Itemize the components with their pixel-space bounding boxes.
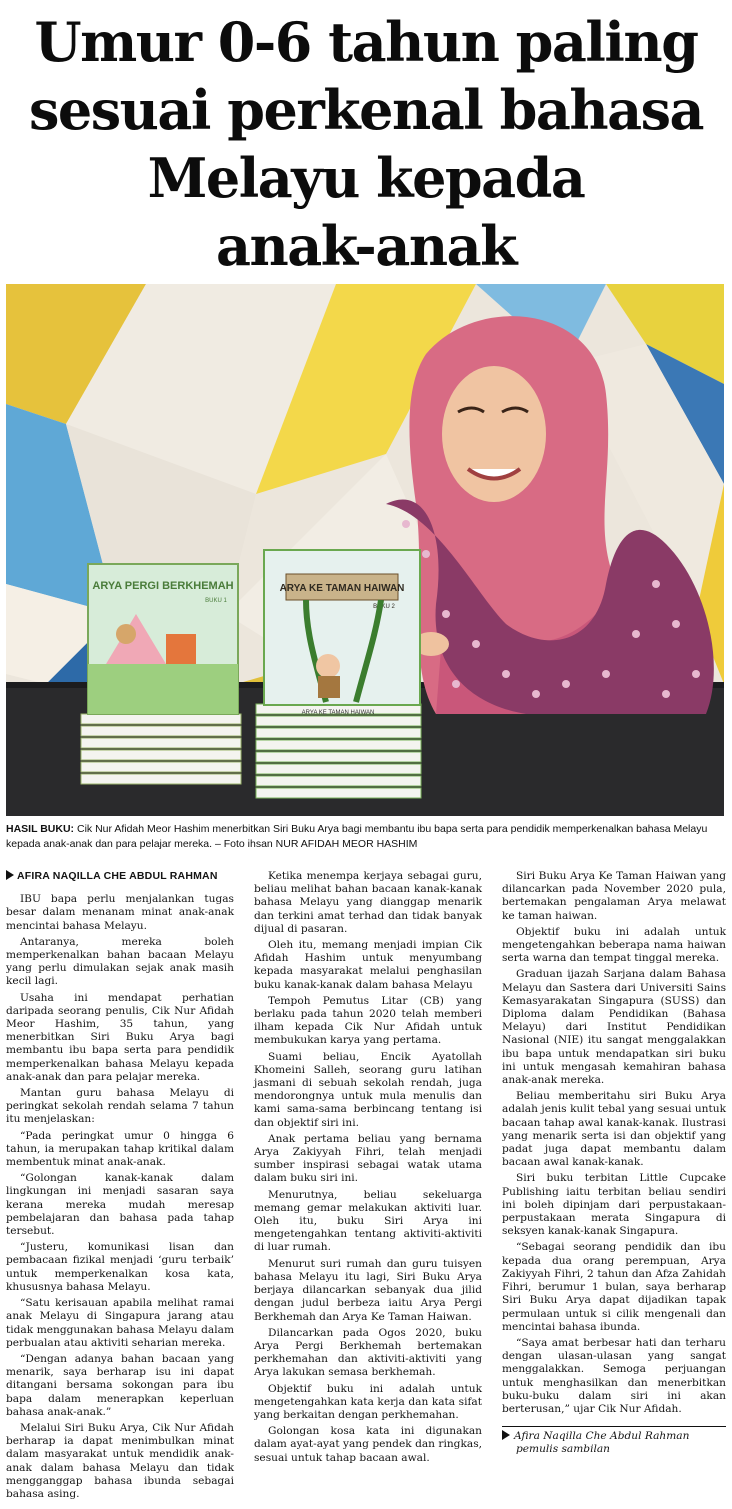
headline xyxy=(0,8,732,280)
paragraph: Suami beliau, Encik Ayatollah Khomeini Salleh, seorang guru latihan jasmani di sebuah sekolah rendah, juga mendorongnya untuk mula menulis dan kami sama-sama berbincang tentang isi dan objektif siri ini. xyxy=(254,1050,482,1129)
book-spine-text: ARYA KE TAMAN HAIWAN xyxy=(301,710,375,716)
caption-text: Cik Nur Afidah Meor Hashim menerbitkan Siri Buku Arya bagi membantu ibu bapa serta para pendidik memperkenalkan bahasa Melayu kepada anak-anak dan para pelajar mereka. – Foto ihsan NUR AFIDAH MEOR HASHIM xyxy=(6,823,708,850)
article-photo xyxy=(6,284,724,816)
photo-illustration xyxy=(6,284,724,816)
byline xyxy=(6,870,234,883)
paragraph: Siri Buku Arya Ke Taman Haiwan yang dilancarkan pada November 2020 pula, bertemakan pengalaman Arya melawat ke taman haiwan. xyxy=(502,870,726,922)
article-column-1 xyxy=(6,870,234,1504)
headline-line-3: Melayu kepada xyxy=(147,146,585,210)
paragraph: Anak pertama beliau yang bernama Arya Zakiyyah Fihri, telah menjadi sumber inspirasi sebagai watak utama dalam buku siri ini. xyxy=(254,1132,482,1185)
book-right-title: ARYA KE TAMAN HAIWAN xyxy=(279,583,405,594)
article-column-2 xyxy=(254,870,482,1468)
paragraph: Tempoh Pemutus Litar (CB) yang berlaku pada tahun 2020 telah memberi ilham kepada Cik Nur Afidah untuk membukukan karya yang pertama. xyxy=(254,994,482,1047)
byline-text: AFIRA NAQILLA CHE ABDUL RAHMAN xyxy=(17,870,218,882)
paragraph: “Satu kerisauan apabila melihat ramai anak Melayu di Singapura jarang atau tidak menggunakan bahasa Melayu dalam perbualan atau aktiviti seharian mereka. xyxy=(6,1297,234,1349)
paragraph: Menurut suri rumah dan guru tuisyen bahasa Melayu itu lagi, Siri Buku Arya berjaya dilancarkan sebanyak dua jilid dengan judul berbeza iaitu Arya Pergi Berkhemah dan Arya Ke Taman Haiwan. xyxy=(254,1257,482,1323)
paragraph: Beliau memberitahu siri Buku Arya adalah jenis kulit tebal yang sesuai untuk bacaan tahap awal kanak-kanak. Ilustrasi yang menarik serta isi dan objektif yang padat juga dapat membantu dalam bacaan awal kanak-kanak. xyxy=(502,1090,726,1169)
paragraph: IBU bapa perlu menjalankan tugas besar dalam menanam minat anak-anak mencintai bahasa Melayu. xyxy=(6,893,234,932)
paragraph: Melalui Siri Buku Arya, Cik Nur Afidah berharap ia dapat menimbulkan minat dalam masyarakat untuk mendidik anak-anak dalam bahasa Melayu dan tidak mengganggap bahasa ibunda sebagai bahasa asing. xyxy=(6,1421,234,1500)
paragraph: Usaha ini mendapat perhatian daripada seorang penulis, Cik Nur Afidah Meor Hashim, 35 tahun, yang menerbitkan Siri Buku Arya bagi membantu ibu bapa serta para pendidik memperkenalkan bahasa Melayu kepada anak-anak dan para pelajar mereka. xyxy=(6,991,234,1083)
paragraph: Siri buku terbitan Little Cupcake Publishing iaitu terbitan beliau sendiri ini boleh dipinjam dari perpustakaan-perpustakaan merata Singapura di seksyen kanak-kanak Singapura. xyxy=(502,1172,726,1238)
paragraph: Menurutnya, beliau sekeluarga memang gemar melakukan aktiviti luar. Oleh itu, buku Siri Arya ini mengetengahkan tentang aktiviti-aktiviti di luar rumah. xyxy=(254,1188,482,1254)
paragraph: Graduan ijazah Sarjana dalam Bahasa Melayu dan Sastera dari Universiti Sains Kemasyarakatan Singapura (SUSS) dan Diploma dalam Pendidikan (Bahasa Melayu) dari Institut Pendidikan Nasional (NIE) itu sangat menggalakkan ibu bapa untuk mendapatkan siri buku ini untuk mengasah kemahiran bahasa anak-anak mereka. xyxy=(502,968,726,1087)
paragraph: Golongan kosa kata ini digunakan dalam ayat-ayat yang pendek dan ringkas, sesuai untuk tahap bacaan awal. xyxy=(254,1425,482,1464)
headline-line-2: sesuai perkenal bahasa xyxy=(28,78,703,142)
paragraph: Mantan guru bahasa Melayu di peringkat sekolah rendah selama 7 tahun itu menjelaskan: xyxy=(6,1087,234,1126)
headline-line-4: anak-anak xyxy=(215,214,517,278)
paragraph: “Pada peringkat umur 0 hingga 6 tahun, ia merupakan tahap kritikal dalam membentuk minat anak-anak. xyxy=(6,1129,234,1169)
book-left-title: ARYA PERGI BERKHEMAH xyxy=(92,580,234,592)
author-role: pemulis sambilan xyxy=(516,1443,610,1456)
article-column-3 xyxy=(502,870,726,1456)
paragraph: “Dengan adanya bahan bacaan yang menarik, saya berharap isu ini dapat ditangani bersama sokongan para ibu bapa dalam menerapkan keperluan bahasa anak-anak.” xyxy=(6,1352,234,1418)
paragraph: “Golongan kanak-kanak dalam lingkungan ini menjadi sasaran saya kerana mereka mudah meresap pembelajaran dan bahasa pada tahap tersebut. xyxy=(6,1172,234,1238)
book-right-subtitle: BUKU 2 xyxy=(373,604,395,610)
paragraph: Objektif buku ini adalah untuk mengetengahkan kata kerja dan kata sifat yang berkaitan dengan perkhemahan. xyxy=(254,1382,482,1421)
paragraph: Ketika menempa kerjaya sebagai guru, beliau melihat bahan bacaan kanak-kanak bahasa Melayu yang dianggap menarik dan terkini amat terhad dan tidak banyak dijual di pasaran. xyxy=(254,870,482,935)
author-box xyxy=(502,1426,726,1456)
paragraph: “Justeru, komunikasi lisan dan pembacaan fizikal menjadi ‘guru terbaik’ untuk memperkenalkan kosa kata, khususnya bahasa Melayu. xyxy=(6,1241,234,1293)
photo-caption xyxy=(6,822,726,852)
caption-lead: HASIL BUKU: xyxy=(6,823,75,835)
book-left-subtitle: BUKU 1 xyxy=(205,598,227,604)
byline-marker-icon xyxy=(6,870,14,880)
paragraph: Objektif buku ini adalah untuk mengetengahkan beberapa nama haiwan serta warna dan tempat tinggal mereka. xyxy=(502,925,726,965)
paragraph: Oleh itu, memang menjadi impian Cik Afidah Hashim untuk menyumbang kepada masyarakat melalui penghasilan buku kanak-kanak dalam bahasa Melayu xyxy=(254,939,482,991)
paragraph: Antaranya, mereka boleh memperkenalkan bahan bacaan Melayu yang perlu dimulakan sejak anak masih kecil lagi. xyxy=(6,935,234,988)
author-marker-icon xyxy=(502,1430,510,1440)
author-name: Afira Naqilla Che Abdul Rahman xyxy=(514,1430,690,1443)
paragraph: “Sebagai seorang pendidik dan ibu kepada dua orang perempuan, Arya Zakiyyah Fihri, 2 tahun dan Afza Zahidah Fihri, berumur 1 bulan, saya berharap Siri Buku Arya dapat dijadikan tapak permulaan untuk si cilik mengenali dan mencintai bahasa ibunda. xyxy=(502,1241,726,1333)
paragraph: “Saya amat berbesar hati dan terharu dengan ulasan-ulasan yang sangat menggalakkan. Semoga perjuangan untuk menghasilkan dan menerbitkan buku-buku dalam siri ini akan berterusan,” ujar Cik Nur Afidah. xyxy=(502,1336,726,1415)
headline-line-1: Umur 0-6 tahun paling xyxy=(34,10,698,74)
paragraph: Dilancarkan pada Ogos 2020, buku Arya Pergi Berkhemah bertemakan perkhemahan dan aktiviti-aktiviti yang Arya lakukan semasa berkhemah. xyxy=(254,1326,482,1379)
